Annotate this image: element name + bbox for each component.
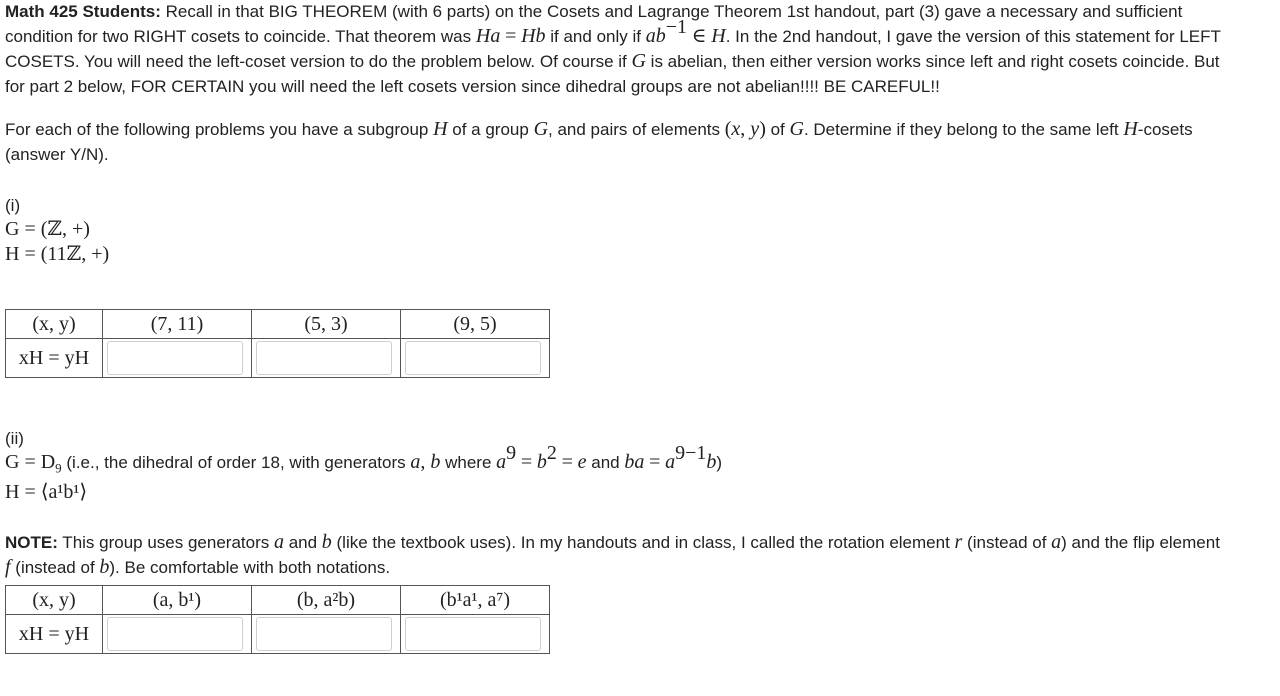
intro-bold-lead: Math 425 Students: xyxy=(5,2,161,21)
table-header-row xyxy=(6,310,550,339)
notation-note: NOTE: This group uses generators a and b (like the textbook uses). In my handouts and in class, I called the rotation element r (instead of a) and the flip element f (instead of b). Be comfortable with both notations. xyxy=(5,531,1220,579)
table-header-cell: (x, y) xyxy=(6,310,103,339)
part-1 xyxy=(5,195,1275,378)
answer-input-b-a2b[interactable] xyxy=(256,617,392,651)
part-2-answer-table xyxy=(5,585,550,654)
part-1-label: (i) xyxy=(5,196,21,215)
table-header-row xyxy=(6,586,550,615)
part-1-group-def: G = (ℤ, +) xyxy=(5,218,90,240)
table-row xyxy=(6,339,550,378)
answer-input-9-5[interactable] xyxy=(405,341,541,375)
task-instructions: For each of the following problems you have a subgroup H of a group G, and pairs of elements (x, y) of G. Determine if they belong to the same left H-cosets (answer Y/N). xyxy=(5,118,1193,164)
table-header-cell: (5, 3) xyxy=(252,310,401,339)
table-header-cell: (x, y) xyxy=(6,586,103,615)
part-2-group-def: $G = D_9$ (i.e., the dihedral of order 18, with generators a, b where $a^9 = b^2 = e$ and ba = $a^{9-1}b$) xyxy=(5,442,723,476)
table-header-cell: (9, 5) xyxy=(401,310,550,339)
answer-input-5-3[interactable] xyxy=(256,341,392,375)
table-header-cell: (b, a²b) xyxy=(252,586,401,615)
part-1-subgroup-def: H = (11ℤ, +) xyxy=(5,243,110,265)
part-2-label: (ii) xyxy=(5,429,24,448)
answer-input-a-b[interactable] xyxy=(107,617,243,651)
row-label: xH = yH xyxy=(6,339,103,378)
row-label: xH = yH xyxy=(6,615,103,654)
intro-paragraph: Math 425 Students: Recall in that BIG THEOREM (with 6 parts) on the Cosets and Lagrange Theorem 1st handout, part (3) gave a necessary and sufficient condition for two RIGHT cosets to coincide. That theorem was Ha = Hb if and only if $ab^{-1}$ ∈ H. In the 2nd handout, I gave the version of this statement for LEFT COSETS. You will need the left-coset version to do the problem below. Of course if G is abelian, then either version works since left and right cosets coincide. But for part 2 below, FOR CERTAIN you will need the left cosets version since dihedral groups are not abelian!!!! BE CAREFUL!! xyxy=(5,2,1221,96)
answer-input-ba-a7[interactable] xyxy=(405,617,541,651)
table-header-cell: (b¹a¹, a⁷) xyxy=(401,586,550,615)
table-row xyxy=(6,615,550,654)
part-2-subgroup-def: H = ⟨a¹b¹⟩ xyxy=(5,481,88,504)
part-2 xyxy=(5,428,1275,654)
table-header-cell: (7, 11) xyxy=(103,310,252,339)
answer-input-7-11[interactable] xyxy=(107,341,243,375)
table-header-cell: (a, b¹) xyxy=(103,586,252,615)
part-1-answer-table xyxy=(5,309,550,378)
